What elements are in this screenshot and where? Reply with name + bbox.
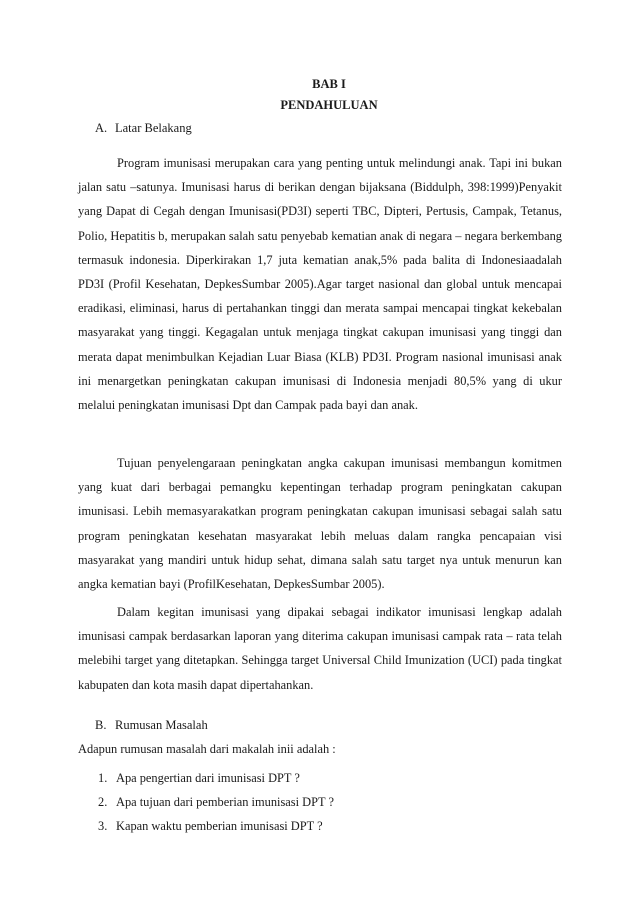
paragraph-background-3: Dalam kegitan imunisasi yang dipakai sebagai indikator imunisasi lengkap adalah imunisasi campak berdasarkan laporan yang diterima cakupan imunisasi campak rata – rata telah melebihi target yang ditetapkan. Sehingga target Universal Child Imunization (UCI) pada tingkat kabupaten dan kota masih dapat dipertahankan. <box>78 605 562 692</box>
section-b-number: B. <box>95 718 107 732</box>
list-item <box>98 814 334 838</box>
list-item-text: Apa tujuan dari pemberian imunisasi DPT ? <box>116 795 334 810</box>
section-a-number: A. <box>95 121 108 135</box>
list-item <box>98 766 334 790</box>
list-item-number: 3. <box>98 819 108 834</box>
section-b-heading <box>95 718 208 733</box>
list-item-text: Kapan waktu pemberian imunisasi DPT ? <box>116 819 323 834</box>
chapter-number: BAB I <box>312 77 346 91</box>
paragraph-background-2: Tujuan penyelengaraan peningkatan angka cakupan imunisasi membangun komitmen yang kuat dari berbagai pemangku kepentingan terhadap program peningkatan cakupan imunisasi. Lebih memasyarakatkan program peningkatan cakupan imunisasi sebagai salah satu program peningkatan kesehatan masyarakat lebih meluas dalam rangka pencapaian visi masyarakat yang mandiri untuk hidup sehat, dimana salah satu target nya untuk menurun kan angka kematian bayi (ProfilKesehatan, DepkesSumbar 2005). <box>78 456 562 592</box>
list-item <box>98 790 334 814</box>
question-list <box>98 766 334 839</box>
chapter-title: PENDAHULUAN <box>280 98 378 112</box>
list-item-number: 2. <box>98 795 108 810</box>
section-a-heading <box>95 121 192 136</box>
paragraph-background-1: Program imunisasi merupakan cara yang penting untuk melindungi anak. Tapi ini bukan jalan satu –satunya. Imunisasi harus di berikan dengan bijaksana (Biddulph, 398:1999)Penyakit yang Dapat di Cegah dengan Imunisasi(PD3I) seperti TBC, Dipteri, Pertusis, Campak, Tetanus, Polio, Hepatitis b, merupakan salah satu penyebab kematian anak di negara – negara berkembang termasuk indonesia. Diperkirakan 1,7 juta kematian anak,5% pada balita di Indonesiaadalah PD3I (Profil Kesehatan, DepkesSumbar 2005).Agar target nasional dan global untuk mencapai eradikasi, eliminasi, harus di pertahankan tinggi dan merata sampai mencapai tingkat kekebalan masyarakat yang tinggi. Kegagalan untuk menjaga tingkat cakupan imunisasi yang tinggi dan merata dapat menimbulkan Kejadian Luar Biasa (KLB) PD3I. Program nasional imunisasi anak ini menargetkan peningkatan cakupan imunisasi di Indonesia menjadi 80,5% yang di ukur melalui peningkatan imunisasi Dpt dan Campak pada bayi dan anak. <box>78 156 562 413</box>
list-item-number: 1. <box>98 771 108 785</box>
section-b-title: Rumusan Masalah <box>115 718 208 732</box>
list-item-text: Apa pengertian dari imunisasi DPT ? <box>116 771 300 785</box>
problem-intro: Adapun rumusan masalah dari makalah inii adalah : <box>78 742 336 756</box>
section-a-title: Latar Belakang <box>115 121 192 135</box>
